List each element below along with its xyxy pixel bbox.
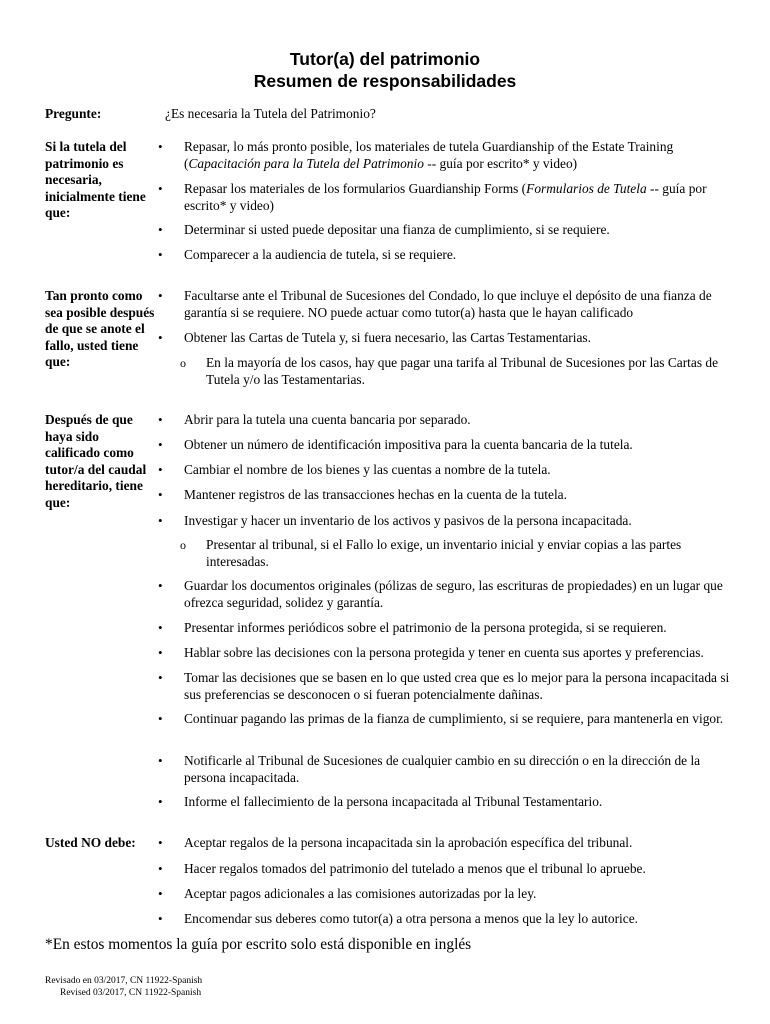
bullet-marker: • xyxy=(158,578,163,593)
bullet-marker: • xyxy=(158,437,163,452)
list-item xyxy=(158,437,738,454)
bullet-marker: • xyxy=(158,487,163,502)
list-item-text: Determinar si usted puede depositar una fianza de cumplimiento, si se requiere. xyxy=(184,222,610,237)
bullet-marker: • xyxy=(158,247,163,262)
bullet-marker: • xyxy=(158,794,163,809)
list-item xyxy=(158,861,738,878)
footnote: *En estos momentos la guía por escrito solo está disponible en inglés xyxy=(45,936,472,953)
list-item xyxy=(158,835,738,852)
list-item-text: Repasar los materiales de los formularios Guardianship Forms (Formularios de Tutela -- guía por escrito* y video) xyxy=(184,181,707,213)
sub-bullet-marker: o xyxy=(180,538,186,552)
list-item xyxy=(158,412,738,429)
list-item-text: Cambiar el nombre de los bienes y las cuentas a nombre de la tutela. xyxy=(184,462,551,477)
sub-list-item xyxy=(180,537,740,570)
bullet-marker: • xyxy=(158,412,163,427)
list-item-text: Comparecer a la audiencia de tutela, si se requiere. xyxy=(184,247,457,262)
list-item xyxy=(158,753,738,786)
list-item-text: Obtener las Cartas de Tutela y, si fuera necesario, las Cartas Testamentarias. xyxy=(184,330,591,345)
list-item-text: Aceptar pagos adicionales a las comisiones autorizadas por la ley. xyxy=(184,886,537,901)
list-item-text: Guardar los documentos originales (pólizas de seguro, las escrituras de propiedades) en un lugar que ofrezca seguridad, solidez y garantía. xyxy=(184,578,723,610)
list-item xyxy=(158,911,738,928)
bullet-marker: • xyxy=(158,181,163,196)
list-item xyxy=(158,670,738,703)
list-item-text: Tomar las decisiones que se basen en lo que usted crea que es lo mejor para la persona incapacitada si sus preferencias se desconocen o si fueran potencialmente dañinas. xyxy=(184,670,730,702)
list-item-text: Continuar pagando las primas de la fianza de cumplimiento, si se requiere, para mantenerla en vigor. xyxy=(184,711,724,726)
section-label-initial: Si la tutela del patrimonio es necesaria, inicialmente tiene que: xyxy=(45,139,146,220)
bullet-marker: • xyxy=(158,835,163,850)
bullet-marker: • xyxy=(158,670,163,685)
list-item xyxy=(158,462,738,479)
list-item-text: Encomendar sus deberes como tutor(a) a otra persona a menos que la ley lo autorice. xyxy=(184,911,638,926)
bullet-marker: • xyxy=(158,330,163,345)
bullet-marker: • xyxy=(158,620,163,635)
sub-list-item-text: Presentar al tribunal, si el Fallo lo exige, un inventario inicial y enviar copias a las partes interesadas. xyxy=(206,537,682,569)
page-subtitle: Resumen de responsabilidades xyxy=(253,71,517,91)
list-item-text: Hacer regalos tomados del patrimonio del tutelado a menos que el tribunal lo apruebe. xyxy=(184,861,646,876)
page-title: Tutor(a) del patrimonio xyxy=(289,49,481,69)
list-item-text: Facultarse ante el Tribunal de Sucesiones del Condado, lo que incluye el depósito de una fianza de garantía si se requiere. NO puede actuar como tutor(a) hasta que le hayan calificado xyxy=(184,288,712,320)
bullet-marker: • xyxy=(158,861,163,876)
list-item xyxy=(158,222,738,239)
sub-bullet-marker: o xyxy=(180,356,186,370)
section-label-after-qualified: Después de que haya sido calificado como tutor/a del caudal hereditario, tiene que: xyxy=(45,412,147,510)
revision-note-english: Revised 03/2017, CN 11922-Spanish xyxy=(60,988,202,998)
bullet-marker: • xyxy=(158,139,163,154)
list-item-text: Investigar y hacer un inventario de los activos y pasivos de la persona incapacitada. xyxy=(184,513,632,528)
bullet-marker: • xyxy=(158,222,163,237)
list-item xyxy=(158,620,738,637)
bullet-marker: • xyxy=(158,513,163,528)
section-label-after-ruling: Tan pronto como sea posible después de que se anote el fallo, usted tiene que: xyxy=(45,288,155,369)
ask-question: ¿Es necesaria la Tutela del Patrimonio? xyxy=(165,106,376,121)
ask-label: Pregunte: xyxy=(45,106,102,121)
list-item xyxy=(158,645,738,662)
bullet-marker: • xyxy=(158,645,163,660)
list-item xyxy=(158,794,738,811)
list-item-text: Repasar, lo más pronto posible, los materiales de tutela Guardianship of the Estate Training (Capacitación para la Tutela del Patrimonio -- guía por escrito* y video) xyxy=(184,139,674,171)
bullet-marker: • xyxy=(158,462,163,477)
bullet-marker: • xyxy=(158,288,163,303)
list-item xyxy=(158,247,738,264)
bullet-marker: • xyxy=(158,753,163,768)
list-item xyxy=(158,181,738,214)
bullet-marker: • xyxy=(158,886,163,901)
list-item xyxy=(158,330,738,347)
revision-note-spanish: Revisado en 03/2017, CN 11922-Spanish xyxy=(45,976,203,986)
list-item xyxy=(158,578,738,611)
list-item-text: Abrir para la tutela una cuenta bancaria por separado. xyxy=(184,412,471,427)
sub-list-item xyxy=(180,355,740,388)
list-item-text: Hablar sobre las decisiones con la persona protegida y tener en cuenta sus aportes y preferencias. xyxy=(184,645,704,660)
bullet-marker: • xyxy=(158,711,163,726)
bullet-marker: • xyxy=(158,911,163,926)
list-item-text: Presentar informes periódicos sobre el patrimonio de la persona protegida, si se requieren. xyxy=(184,620,667,635)
list-item xyxy=(158,487,738,504)
list-item xyxy=(158,886,738,903)
section-label-must-not: Usted NO debe: xyxy=(45,835,136,850)
list-item xyxy=(158,711,738,728)
list-item-text: Informe el fallecimiento de la persona incapacitada al Tribunal Testamentario. xyxy=(184,794,603,809)
sub-list-item-text: En la mayoría de los casos, hay que pagar una tarifa al Tribunal de Sucesiones por las Cartas de Tutela y/o las Testamentarias. xyxy=(206,355,719,387)
list-item xyxy=(158,139,738,172)
list-item xyxy=(158,288,738,321)
list-item xyxy=(158,513,738,530)
list-item-text: Notificarle al Tribunal de Sucesiones de cualquier cambio en su dirección o en la dirección de la persona incapacitada. xyxy=(184,753,701,785)
list-item-text: Obtener un número de identificación impositiva para la cuenta bancaria de la tutela. xyxy=(184,437,633,452)
list-item-text: Aceptar regalos de la persona incapacitada sin la aprobación específica del tribunal. xyxy=(184,835,633,850)
list-item-text: Mantener registros de las transacciones hechas en la cuenta de la tutela. xyxy=(184,487,567,502)
